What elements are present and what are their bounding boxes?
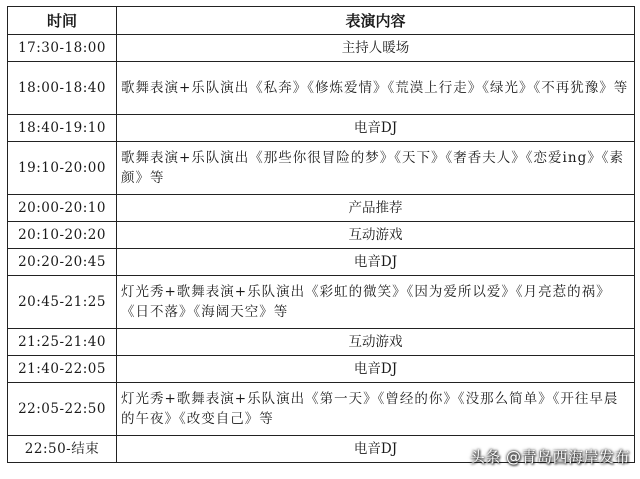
time-cell: 17:30-18:00 (8, 35, 117, 62)
schedule-table (7, 6, 635, 463)
content-cell: 歌舞表演+乐队演出《那些你很冒险的梦》《天下》《奢香夫人》《恋爱ing》《素颜》等 (117, 142, 635, 195)
time-cell: 19:10-20:00 (8, 142, 117, 195)
content-cell: 产品推荐 (117, 195, 635, 222)
content-cell: 电音DJ (117, 249, 635, 276)
table-row (8, 249, 635, 276)
table-row (8, 329, 635, 356)
time-cell: 22:50-结束 (8, 436, 117, 463)
table-row (8, 115, 635, 142)
table-row (8, 35, 635, 62)
content-cell: 主持人暖场 (117, 35, 635, 62)
time-cell: 20:20-20:45 (8, 249, 117, 276)
content-cell: 电音DJ (117, 436, 635, 463)
table-row (8, 195, 635, 222)
content-cell: 电音DJ (117, 356, 635, 383)
time-cell: 20:10-20:20 (8, 222, 117, 249)
time-cell: 18:40-19:10 (8, 115, 117, 142)
source-watermark: 头条 @青岛西海岸发布 (469, 448, 630, 466)
table-header-row (8, 7, 635, 35)
content-cell: 歌舞表演+乐队演出《私奔》《修炼爱情》《荒漠上行走》《绿光》《不再犹豫》等 (117, 62, 635, 115)
time-cell: 21:25-21:40 (8, 329, 117, 356)
content-cell: 互动游戏 (117, 329, 635, 356)
time-cell: 20:45-21:25 (8, 276, 117, 329)
time-column-header: 时间 (8, 7, 117, 35)
table-row (8, 62, 635, 115)
table-row (8, 356, 635, 383)
content-column-header: 表演内容 (117, 7, 635, 35)
content-cell: 互动游戏 (117, 222, 635, 249)
time-cell: 20:00-20:10 (8, 195, 117, 222)
time-cell: 18:00-18:40 (8, 62, 117, 115)
table-row (8, 142, 635, 195)
time-cell: 21:40-22:05 (8, 356, 117, 383)
table-row (8, 276, 635, 329)
table-row (8, 383, 635, 436)
content-cell: 电音DJ (117, 115, 635, 142)
content-cell: 灯光秀+歌舞表演+乐队演出《彩虹的微笑》《因为爱所以爱》《月亮惹的祸》《日不落》《海阔天空》等 (117, 276, 635, 329)
table-row (8, 222, 635, 249)
time-cell: 22:05-22:50 (8, 383, 117, 436)
content-cell: 灯光秀+歌舞表演+乐队演出《第一天》《曾经的你》《没那么简单》《开往早晨的午夜》《改变自己》等 (117, 383, 635, 436)
